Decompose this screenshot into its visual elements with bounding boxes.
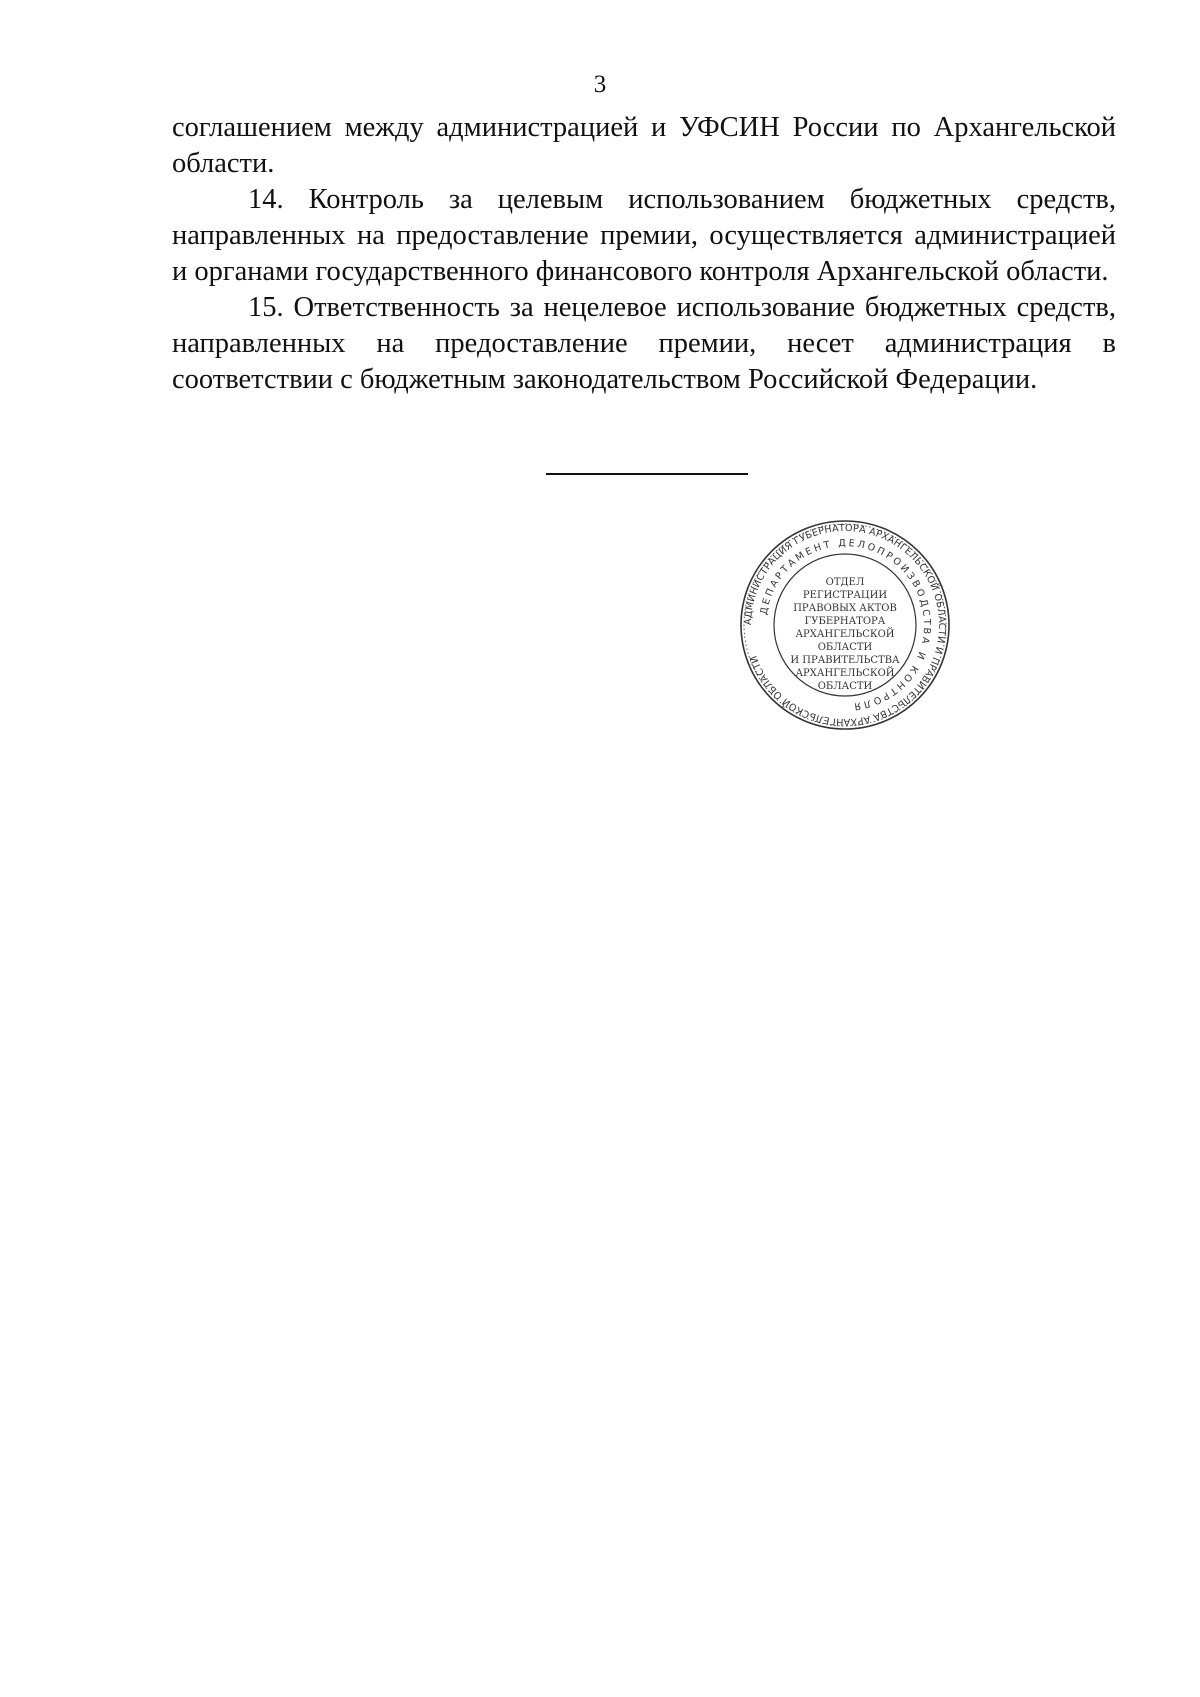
stamp-center-line: ГУБЕРНАТОРА bbox=[804, 616, 886, 627]
stamp-seal-graphic bbox=[738, 518, 952, 732]
stamp-center-line: АРХАНГЕЛЬСКОЙ bbox=[795, 629, 895, 640]
document-body bbox=[172, 110, 1116, 398]
paragraph-continuation: соглашением между администрацией и УФСИН России по Архангельской области. bbox=[172, 112, 1116, 179]
page-number: 3 bbox=[593, 71, 607, 98]
stamp-center-line: И ПРАВИТЕЛЬСТВА bbox=[790, 655, 900, 666]
stamp-center-line: РЕГИСТРАЦИИ bbox=[802, 590, 888, 601]
paragraph-15: 15. Ответственность за нецелевое использование бюджетных средств, направленных на предоставление премии, несет администрация в соответствии с бюджетным законодательством Российской Федерации. bbox=[172, 292, 1116, 395]
stamp-center-line: ОБЛАСТИ bbox=[817, 642, 873, 653]
stamp-outer-ring-text: АДМИНИСТРАЦИЯ ГУБЕРНАТОРА АРХАНГЕЛЬСКОЙ ОБЛАСТИ И ПРАВИТЕЛЬСТВА АРХАНГЕЛЬСКОЙ ОБЛАСТИ bbox=[742, 522, 948, 728]
paragraph-14: 14. Контроль за целевым использованием бюджетных средств, направленных на предоставление премии, осуществляется администрацией и органами государственного финансового контроля Архангельской области. bbox=[172, 184, 1116, 287]
stamp-inner-ring-text: ДЕПАРТАМЕНТ ДЕЛОПРОИЗВОДСТВА И КОНТРОЛЯ bbox=[758, 537, 933, 712]
official-stamp bbox=[738, 518, 952, 732]
end-separator-line bbox=[546, 473, 748, 475]
stamp-center-line: ПРАВОВЫХ АКТОВ bbox=[793, 603, 897, 614]
stamp-center-line: ОТДЕЛ bbox=[825, 577, 865, 588]
stamp-center-line: АРХАНГЕЛЬСКОЙ bbox=[795, 668, 895, 679]
stamp-center-line: ОБЛАСТИ bbox=[817, 681, 873, 692]
